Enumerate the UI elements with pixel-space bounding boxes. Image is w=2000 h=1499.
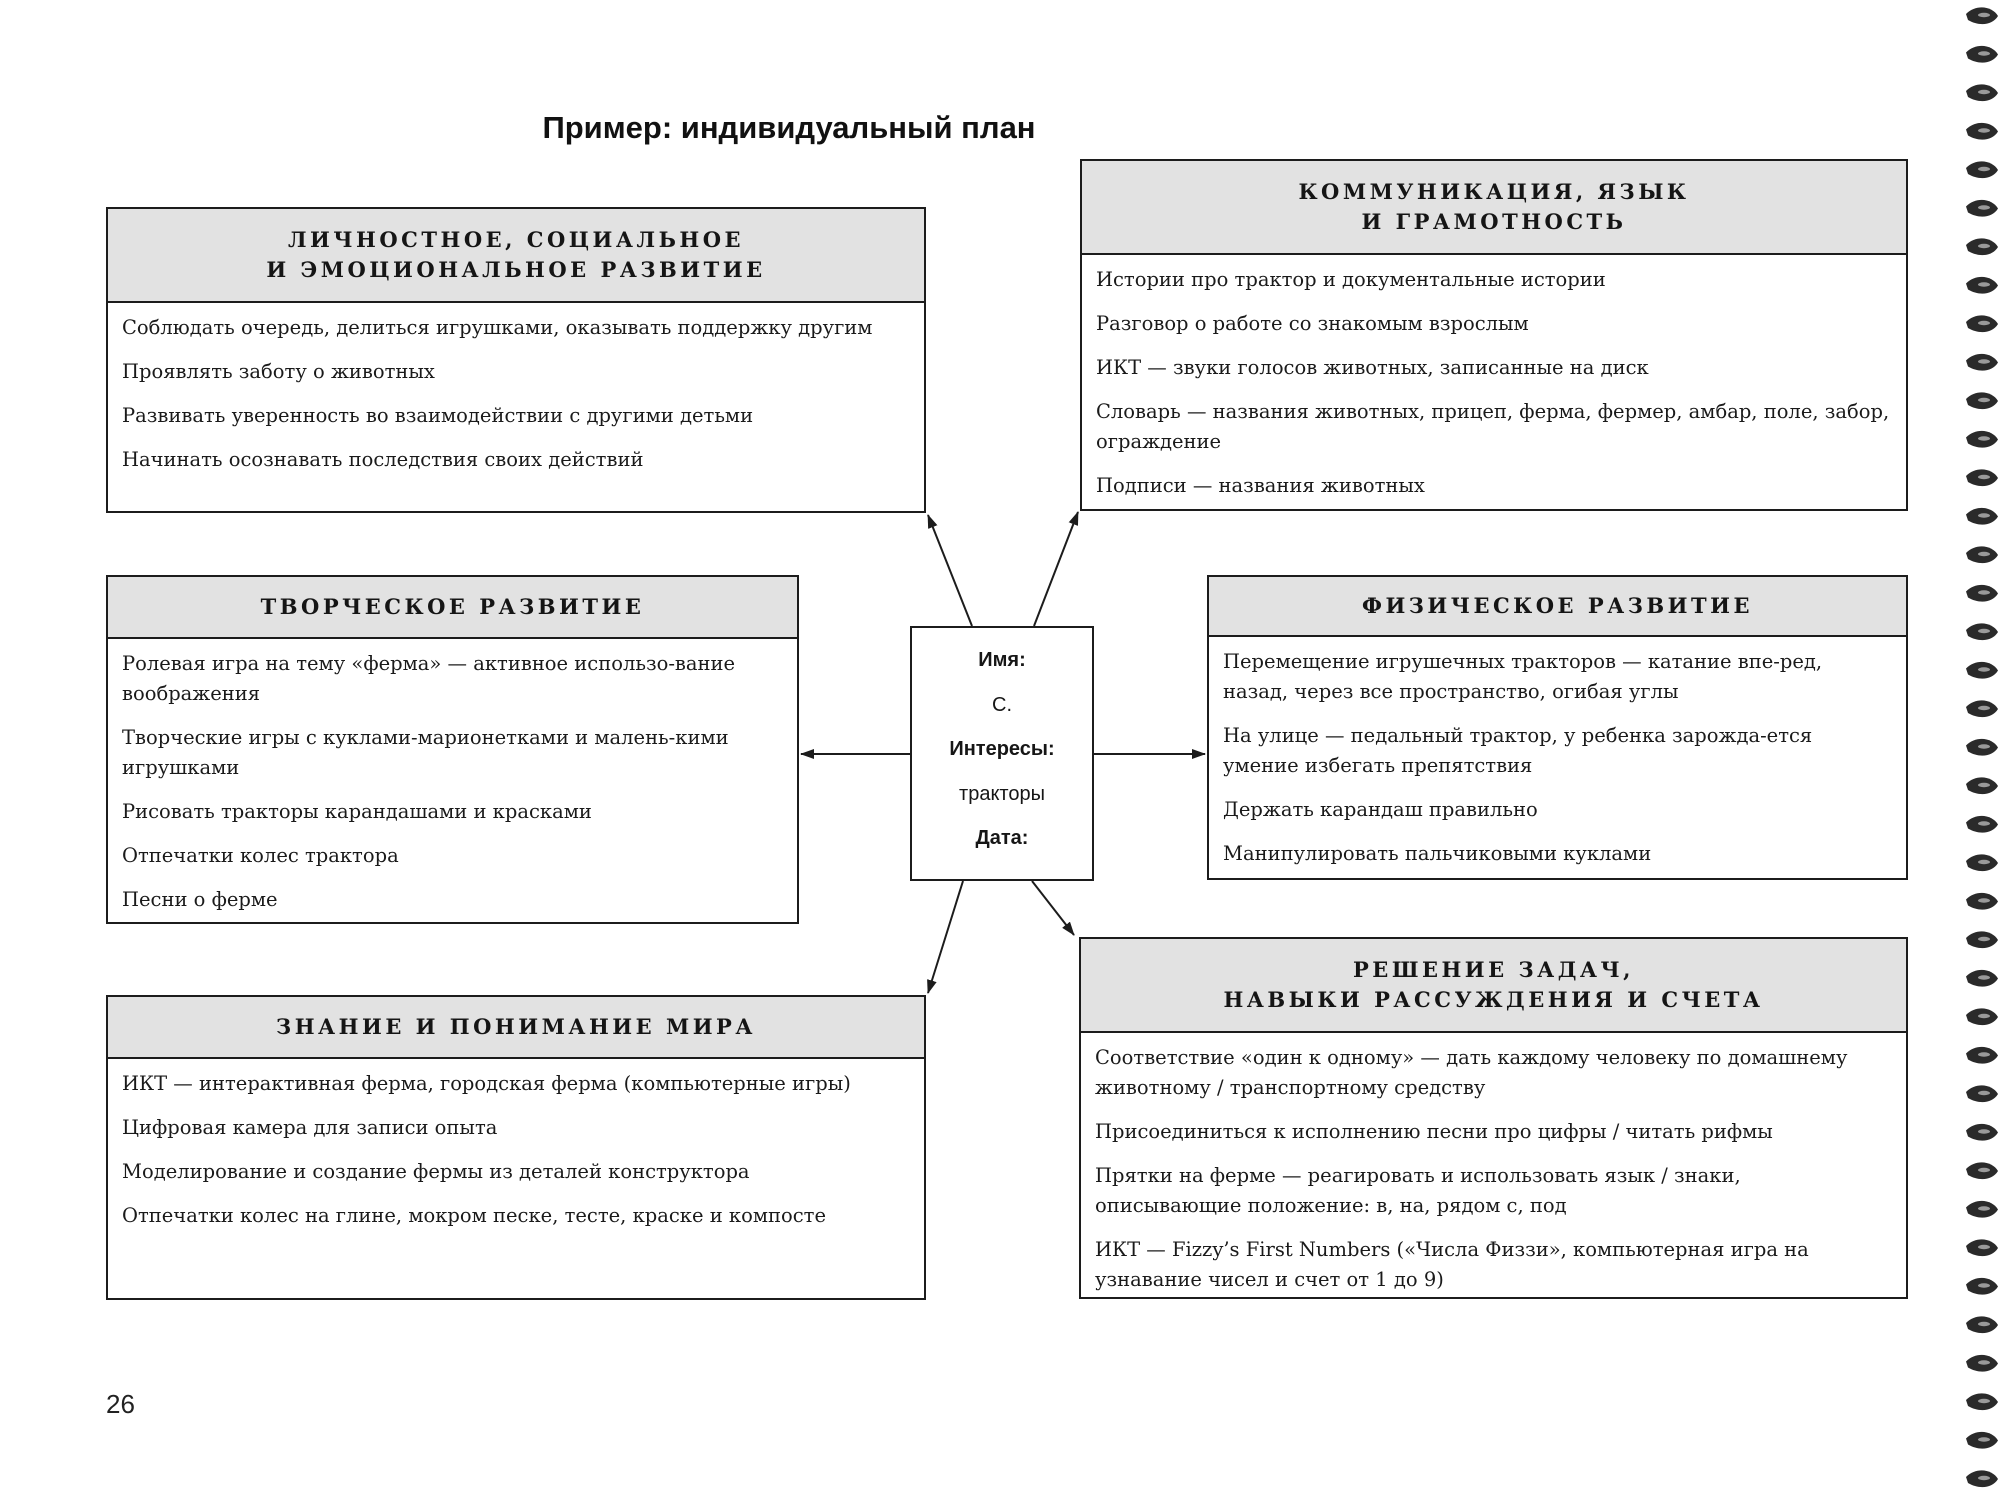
list-item: Соблюдать очередь, делиться игрушками, оказывать поддержку другим [122,316,873,339]
box-knowledge-world [106,995,926,1300]
box-physical-development [1207,575,1908,880]
list-item: Песни о ферме [122,888,278,911]
arrow-to-problem [1032,881,1074,935]
box-problem-solving [1079,937,1908,1299]
spiral-coil-highlight [1978,1014,1990,1018]
spiral-coil-highlight [1978,1283,1990,1287]
interests-value: тракторы [959,782,1045,805]
box-header: ФИЗИЧЕСКОЕ РАЗВИТИЕ [1209,577,1906,637]
list-item: Перемещение игрушечных тракторов — катание впе-ред, назад, через все пространство, огибая углы [1223,650,1823,703]
list-item: На улице — педальный трактор, у ребенка зарожда-ется умение избегать препятствия [1223,724,1813,777]
list-item: Отпечатки колес трактора [122,844,399,867]
spiral-coil-highlight [1978,821,1990,825]
spiral-coil-highlight [1978,1052,1990,1056]
list-item: Проявлять заботу о животных [122,360,435,383]
page-number: 26 [106,1389,135,1419]
list-item: Рисовать тракторы карандашами и красками [122,800,592,823]
spiral-coil-highlight [1978,860,1990,864]
box-header: КОММУНИКАЦИЯ, ЯЗЫК И ГРАМОТНОСТЬ [1082,161,1906,255]
box-item-list [1082,255,1906,501]
spiral-coil-highlight [1978,1322,1990,1326]
spiral-coil-highlight [1978,321,1990,325]
spiral-coil-highlight [1978,706,1990,710]
list-item: Начинать осознавать последствия своих действий [122,448,644,471]
list-item: Разговор о работе со знакомым взрослым [1096,312,1529,335]
spiral-coil-highlight [1978,975,1990,979]
list-item: Цифровая камера для записи опыта [122,1116,498,1139]
spiral-coil-highlight [1978,475,1990,479]
spiral-coil-highlight [1978,167,1990,171]
list-item: Истории про трактор и документальные истории [1096,268,1606,291]
list-item: ИКТ — звуки голосов животных, записанные на диск [1096,356,1649,379]
spiral-coil-highlight [1978,513,1990,517]
spiral-coil-highlight [1978,1399,1990,1403]
list-item: Присоединиться к исполнению песни про цифры / читать рифмы [1095,1120,1773,1143]
spiral-coil-highlight [1978,398,1990,402]
spiral-coil-highlight [1978,590,1990,594]
list-item: Моделирование и создание фермы из деталей конструктора [122,1160,750,1183]
box-item-list [1209,637,1906,869]
name-label: Имя: [978,649,1026,671]
spiral-coil-highlight [1978,51,1990,55]
spiral-coil-highlight [1978,898,1990,902]
arrow-to-personal [928,515,972,626]
spiral-coil-highlight [1978,436,1990,440]
spiral-coil-highlight [1978,937,1990,941]
spiral-coil-highlight [1978,244,1990,248]
page-title: Пример: индивидуальный план [542,110,1036,145]
list-item: Словарь — названия животных, прицеп, ферма, фермер, амбар, поле, забор, ограждение [1096,400,1890,453]
list-item: Соответствие «один к одному» — дать каждому человеку по домашнему животному / транспортному средству [1095,1046,1848,1099]
spiral-binding [1962,0,2000,1499]
list-item: Прятки на ферме — реагировать и использовать язык / знаки, описывающие положение: в, на, рядом с, под [1095,1164,1741,1217]
spiral-coil-highlight [1978,128,1990,132]
interests-label: Интересы: [949,738,1055,760]
spiral-coil-highlight [1978,1129,1990,1133]
spiral-coil-highlight [1978,90,1990,94]
box-item-list [108,303,924,475]
box-header: РЕШЕНИЕ ЗАДАЧ, НАВЫКИ РАССУЖДЕНИЯ И СЧЕТА [1081,939,1906,1033]
box-header: ТВОРЧЕСКОЕ РАЗВИТИЕ [108,577,797,639]
box-item-list [1081,1033,1906,1295]
spiral-coil-highlight [1978,1091,1990,1095]
list-item: Ролевая игра на тему «ферма» — активное использо-вание воображения [122,652,736,705]
list-item: Отпечатки колес на глине, мокром песке, тесте, краске и компосте [122,1204,826,1227]
spiral-coil-highlight [1978,1360,1990,1364]
spiral-coil-highlight [1978,1476,1990,1480]
spiral-coil-highlight [1978,205,1990,209]
box-item-list [108,1059,924,1231]
list-item: Развивать уверенность во взаимодействии с другими детьми [122,404,754,427]
box-creative-development [106,575,799,924]
box-personal-development [106,207,926,513]
spiral-coil-highlight [1978,282,1990,286]
list-item: Манипулировать пальчиковыми куклами [1223,842,1652,865]
list-item: ИКТ — интерактивная ферма, городская ферма (компьютерные игры) [122,1072,851,1095]
spiral-coil-highlight [1978,667,1990,671]
box-header: ЗНАНИЕ И ПОНИМАНИЕ МИРА [108,997,924,1059]
list-item: Творческие игры с куклами-марионетками и малень-кими игрушками [122,726,729,779]
spiral-coil-highlight [1978,359,1990,363]
box-item-list [108,639,797,915]
list-item: Подписи — названия животных [1096,474,1425,497]
name-value: С. [992,693,1012,716]
list-item: Держать карандаш правильно [1223,798,1538,821]
spiral-coil-highlight [1978,1437,1990,1441]
spiral-coil-highlight [1978,1168,1990,1172]
spiral-coil-highlight [1978,783,1990,787]
box-communication [1080,159,1908,511]
spiral-coil-highlight [1978,1206,1990,1210]
list-item: ИКТ — Fizzy’s First Numbers («Числа Физзи», компьютерная игра на узнавание чисел и счет от 1 до 9) [1095,1238,1809,1291]
arrow-to-communication [1034,512,1078,626]
spiral-coil-highlight [1978,744,1990,748]
arrow-to-knowledge [928,881,963,993]
box-header: ЛИЧНОСТНОЕ, СОЦИАЛЬНОЕ И ЭМОЦИОНАЛЬНОЕ РАЗВИТИЕ [108,209,924,303]
spiral-coil-highlight [1978,629,1990,633]
center-child-card [910,626,1094,881]
spiral-coil-highlight [1978,552,1990,556]
spiral-coil-highlight [1978,13,1990,17]
spiral-coil-highlight [1978,1245,1990,1249]
date-label: Дата: [975,827,1029,849]
